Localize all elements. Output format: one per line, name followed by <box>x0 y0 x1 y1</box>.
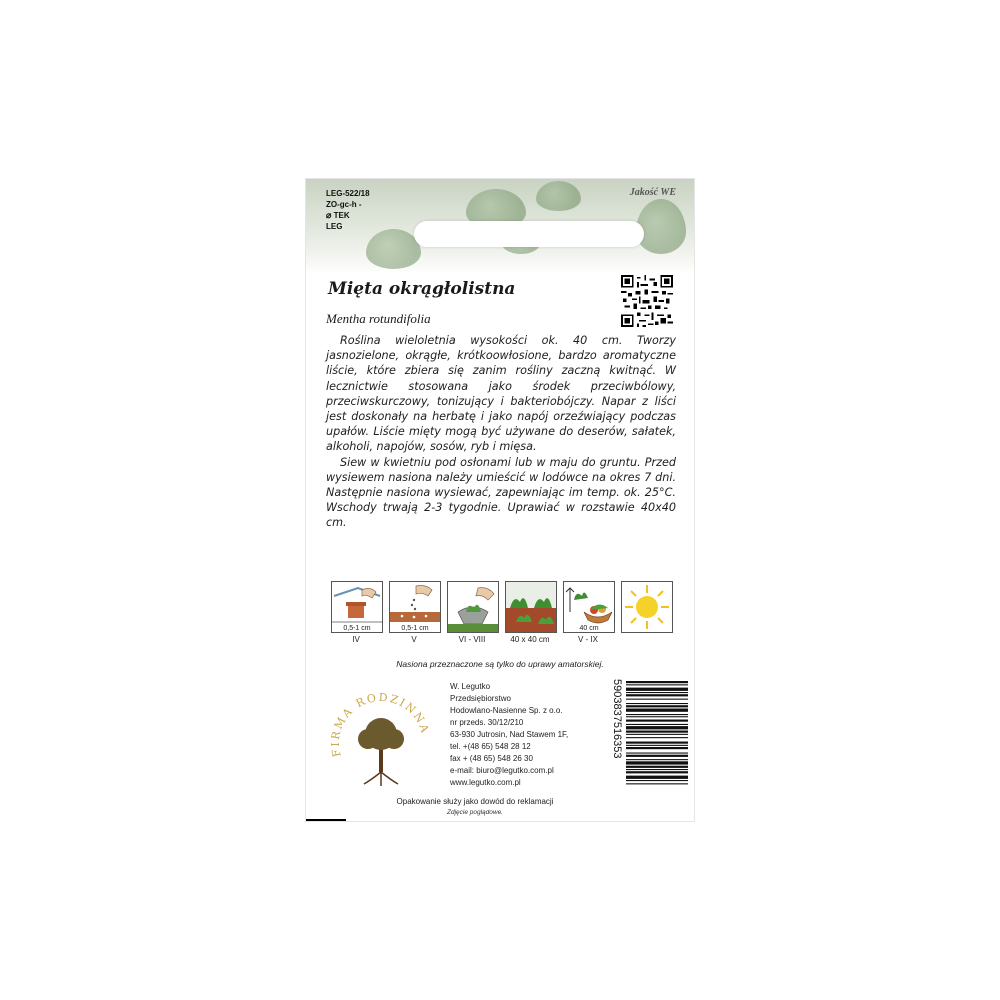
barcode-bar <box>626 776 688 779</box>
address-line: tel. +(48 65) 548 28 12 <box>450 742 531 751</box>
barcode-bar <box>626 761 688 764</box>
producer-address <box>450 681 568 789</box>
divider <box>306 819 346 821</box>
address-line: Przedsiębiorstwo <box>450 694 511 703</box>
ean-barcode <box>604 677 690 811</box>
icon-inner-label: 0,5-1 cm <box>401 625 429 632</box>
barcode-bar <box>626 753 688 754</box>
svg-text:FIRMA RODZINNA: FIRMA RODZINNA <box>328 690 432 759</box>
barcode-bar <box>626 694 688 696</box>
barcode-bar <box>626 699 688 700</box>
barcode-bar <box>626 783 688 784</box>
pot-sowing-icon <box>331 581 383 633</box>
product-codes <box>326 188 370 232</box>
barcode-bar <box>626 714 688 715</box>
barcode-bar <box>626 755 688 757</box>
barcode-bar <box>626 742 688 744</box>
description-paragraph: Siew w kwietniu pod osłonami lub w maju do gruntu. Przed wysiewem nasiona należy umieścić w lodówce na okres 7 dni. Następnie nasiona wysiewać, zapewniając im temp. ok. 25°C. Wschody trwają 2-3 tygodnie. Uprawiać w rozstawie 40x40 cm. <box>326 455 676 530</box>
ground-sowing-icon <box>389 581 441 633</box>
transplanting-icon <box>447 581 499 633</box>
complaint-note: Opakowanie służy jako dowód do reklamacji <box>396 797 554 806</box>
spacing-icon <box>505 581 557 633</box>
icon-inner-label: 40 cm <box>579 625 599 632</box>
amateur-use-note: Nasiona przeznaczone są tylko do uprawy amatorskiej. <box>396 659 604 669</box>
barcode-bar <box>626 745 688 746</box>
barcode-bar <box>626 720 688 722</box>
label-field <box>414 221 644 247</box>
barcode-bar <box>626 709 688 712</box>
description-paragraph: Roślina wieloletnia wysokości ok. 40 cm. Tworzy jasnozielone, okrągłe, krótkoowłosione, bardzo aromatyczne liście, które zbiera się zanim rośliny zaczną kwitnąć. W lecznictwie stosowana jako środek przeciwbólowy, przeciwskurczowy, tonizujący i bakteriobójczy. Napar z liści jest doskonały na herbatę i jako napój orzeźwiający podczas upałów. Liście mięty mogą być używane do deserów, sałatek, alkoholi, napojów, sosów, ryb i mięsa. <box>326 334 676 454</box>
mint-leaf-decoration <box>536 181 581 211</box>
cultivation-icons <box>331 581 677 647</box>
sun-icon <box>621 581 673 633</box>
barcode-bar <box>626 703 688 704</box>
quality-mark: Jakość WE <box>629 187 676 198</box>
barcode-bar <box>626 724 688 725</box>
address-line: www.legutko.com.pl <box>450 778 521 787</box>
address-line: e-mail: biuro@legutko.com.pl <box>450 766 554 775</box>
category-code: ZO-gc-h - <box>326 200 362 209</box>
tree-icon <box>358 718 404 786</box>
barcode-bar <box>626 716 688 717</box>
barcode-bar <box>626 771 688 773</box>
barcode-bar <box>626 688 688 691</box>
icon-inner-label: 0,5-1 cm <box>343 625 371 632</box>
barcode-bar <box>626 766 688 768</box>
address-line: W. Legutko <box>450 682 491 691</box>
icon-caption: VI - VIII <box>458 635 486 644</box>
icon-caption: IV <box>352 635 360 644</box>
barcode-bar <box>626 731 688 733</box>
qr-code <box>621 275 673 327</box>
producer-code: LEG <box>326 222 343 231</box>
harvest-icon <box>563 581 615 633</box>
latin-name: Mentha rotundifolia <box>326 311 431 326</box>
description <box>326 333 676 531</box>
barcode-bar <box>626 747 688 749</box>
barcode-number: 5903837516353 <box>611 679 623 759</box>
icon-caption: V - IX <box>577 635 598 644</box>
address-line: 63-930 Jutrosin, Nad Stawem 1F, <box>450 730 569 739</box>
photo-note: Zdjęcie poglądowe. <box>446 809 503 816</box>
barcode-bar <box>626 780 688 781</box>
icon-caption: V <box>411 635 417 644</box>
barcode-bar <box>626 737 688 738</box>
barcode-bar <box>626 769 688 770</box>
barcode-bar <box>626 726 688 729</box>
mint-leaf-decoration <box>636 199 686 254</box>
seed-packet <box>305 178 695 822</box>
address-line: Hodowlano-Nasienne Sp. z o.o. <box>450 706 563 715</box>
barcode-bar <box>626 692 688 693</box>
leaf-icon: ⌀ <box>326 210 332 220</box>
barcode-bar <box>626 734 688 735</box>
plant-title: Mięta okrągłolistna <box>328 279 516 299</box>
family-company-emblem <box>326 684 436 794</box>
barcode-bar <box>626 684 688 685</box>
address-line: nr przeds. 30/12/210 <box>450 718 524 727</box>
barcode-bar <box>626 759 688 760</box>
icon-caption: 40 x 40 cm <box>510 635 550 644</box>
organic-code: TEK <box>333 211 350 220</box>
barcode-bar <box>626 705 688 707</box>
address-line: fax + (48 65) 548 26 30 <box>450 754 533 763</box>
lot-code: LEG-522/18 <box>326 189 370 198</box>
mint-leaf-decoration <box>366 229 421 269</box>
barcode-bar <box>626 681 688 683</box>
